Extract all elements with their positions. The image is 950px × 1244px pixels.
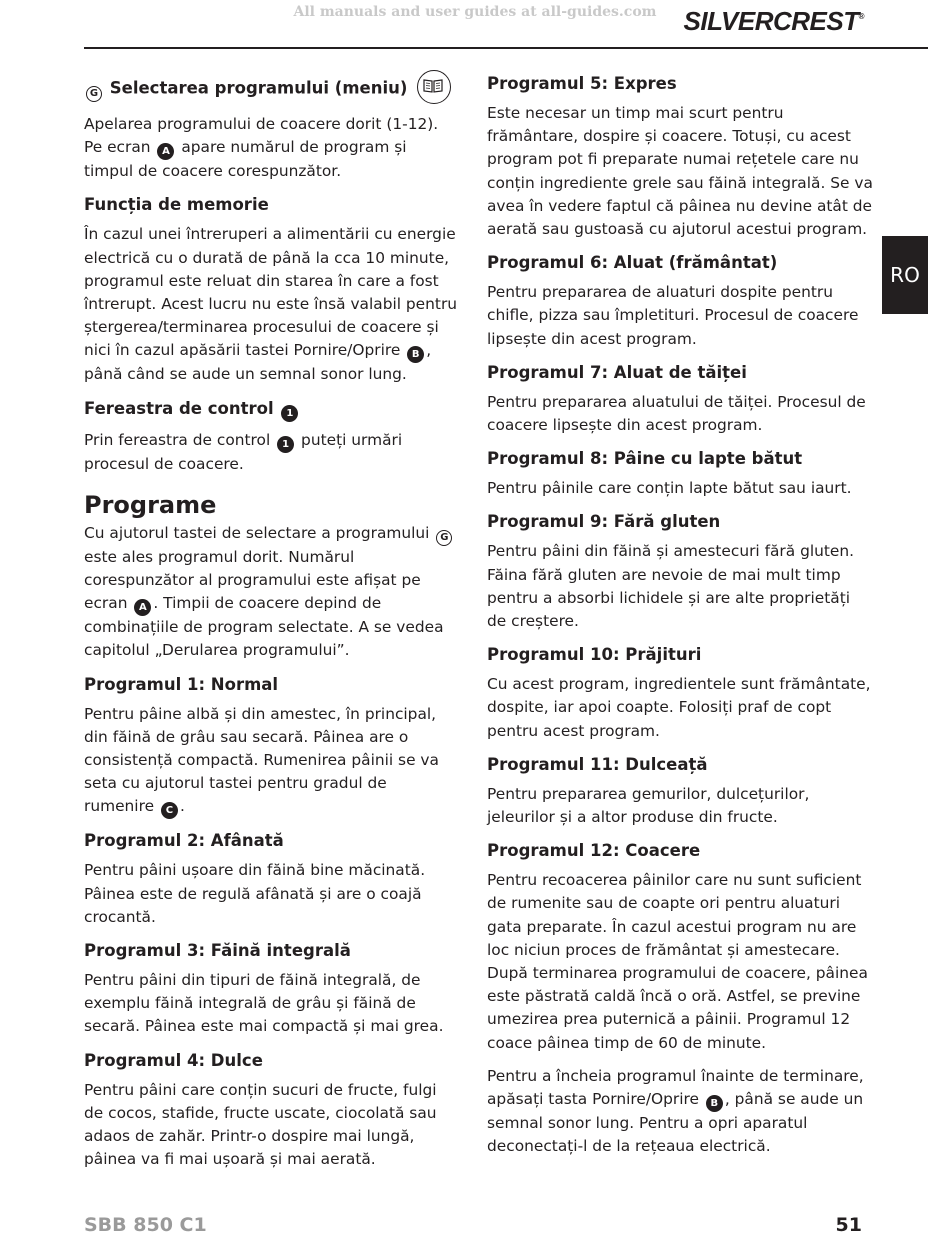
- end-program-paragraph: [487, 1065, 873, 1159]
- menu-heading-text: Selectarea programului (meniu): [109, 78, 408, 98]
- program-12-heading: Programul 12: Coacere: [487, 841, 701, 861]
- manual-book-icon: [417, 70, 451, 104]
- programs-text-b: este ales programul dorit. Numărul corespunzător al programului este afișat pe ecran: [84, 547, 421, 613]
- window-heading: [84, 397, 460, 422]
- program-9-paragraph: Pentru pâini din făină și amestecuri fără gluten. Făina fără gluten are nevoie de mai mult timp pentru a absorbi lichidele și are alte proprietăți de creștere.: [487, 542, 855, 631]
- program-11-heading: Programul 11: Dulceață: [487, 754, 708, 774]
- menu-text-b: apare numărul de program și timpul de coacere corespunzător.: [84, 138, 407, 181]
- program-7-heading: Programul 7: Aluat de tăiței: [487, 362, 747, 382]
- end-text-a: Pentru a încheia programul înainte de terminare, apăsați tasta Pornire/Oprire: [487, 1066, 864, 1109]
- program-11-paragraph: Pentru prepararea gemurilor, dulcețurilor, jeleurilor și a altor produse din fructe.: [487, 784, 810, 827]
- memory-heading: Funcția de memorie: [84, 195, 269, 215]
- program-12-paragraph: Pentru recoacerea pâinilor care nu sunt suficient de rumenite sau de coapte ori pentru aluaturi gata preparate. În cazul acestui program nu are loc niciun proces de frământat și amestecare. După terminarea programului de coacere, pâinea este păstrată caldă încă o oră. Astfel, se previne umezirea prea puternică a pâinii. Programul 12 coace pâinea timp de 60 de minute.: [487, 871, 868, 1052]
- window-text-b: puteți urmări procesul de coacere.: [84, 430, 403, 473]
- marker-a: A: [157, 143, 174, 160]
- end-text-b: , până se aude un semnal sonor lung. Pentru a opri aparatul deconectați-l de la rețeaua electrică.: [487, 1090, 864, 1156]
- brand-logo: [684, 6, 865, 37]
- window-text-a: Prin fereastra de control: [84, 430, 271, 449]
- watermark: All manuals and user guides at all-guides.com: [293, 4, 657, 20]
- program-5-paragraph: Este necesar un timp mai scurt pentru frământare, dospire și coacere. Totuși, cu acest program pot fi preparate numai rețetele care nu conțin ingrediente grele sau făină integrală. Se va avea în vedere faptul că pâinea nu devine atât de aerată sau gustoasă cu ajutorul acestui program.: [487, 104, 873, 239]
- program-7-paragraph: Pentru prepararea aluatului de tăiței. Procesul de coacere lipsește din acest program.: [487, 392, 866, 435]
- program-1-text-b: .: [179, 797, 185, 816]
- language-tab: RO: [882, 236, 928, 314]
- programs-title: Programe: [84, 490, 217, 519]
- window-heading-text: Fereastra de control: [84, 398, 274, 418]
- program-2-heading: Programul 2: Afânată: [84, 831, 284, 851]
- program-6-paragraph: Pentru prepararea de aluaturi dospite pentru chifle, pizza sau împletituri. Procesul de coacere lipsește din acest program.: [487, 283, 859, 348]
- program-9-heading: Programul 9: Fără gluten: [487, 512, 721, 532]
- left-column: [84, 68, 460, 1181]
- programs-paragraph: [84, 522, 460, 663]
- programs-text-a: Cu ajutorul tastei de selectare a programului: [84, 523, 430, 542]
- window-paragraph: [84, 429, 460, 476]
- menu-text-a: Apelarea programului de coacere dorit (1-12). Pe ecran: [84, 115, 439, 157]
- marker-1: 1: [281, 405, 298, 422]
- marker-b: B: [706, 1095, 723, 1112]
- logo-text: SILVERCREST: [683, 6, 859, 36]
- marker-g: G: [86, 86, 102, 102]
- program-1-heading: Programul 1: Normal: [84, 674, 279, 694]
- program-8-paragraph: Pentru pâinile care conțin lapte bătut sau iaurt.: [487, 479, 852, 498]
- program-4-paragraph: Pentru pâini care conțin sucuri de fructe, fulgi de cocos, stafide, fructe uscate, ciocolată sau adaos de zahăr. Printr-o dospire mai lungă, pâinea va fi mai ușoară și mai aerată.: [84, 1080, 437, 1169]
- logo-registered-mark: ®: [858, 12, 864, 21]
- program-10-heading: Programul 10: Prăjituri: [487, 645, 702, 665]
- right-column: [487, 68, 873, 1169]
- marker-a: A: [134, 599, 151, 616]
- program-4-heading: Programul 4: Dulce: [84, 1050, 263, 1070]
- marker-g: G: [436, 530, 452, 546]
- marker-b: B: [407, 346, 424, 363]
- program-8-heading: Programul 8: Pâine cu lapte bătut: [487, 449, 803, 469]
- marker-c: C: [161, 802, 178, 819]
- program-6-heading: Programul 6: Aluat (frământat): [487, 253, 778, 273]
- program-10-paragraph: Cu acest program, ingredientele sunt frământate, dospite, iar apoi coapte. Folosiți praf de copt pentru acest program.: [487, 675, 871, 740]
- footer-model: SBB 850 C1: [84, 1214, 207, 1236]
- memory-text-b: , până când se aude un semnal sonor lung.: [84, 341, 432, 384]
- program-3-heading: Programul 3: Făină integrală: [84, 941, 351, 961]
- menu-heading: [84, 72, 460, 106]
- program-3-paragraph: Pentru pâini din tipuri de făină integrală, de exemplu făină integrală de grâu și făină de secară. Pâinea este mai compactă și mai grea.: [84, 971, 444, 1036]
- page-number: 51: [835, 1214, 862, 1236]
- program-1-paragraph: [84, 703, 460, 820]
- programs-text-c: . Timpii de coacere depind de combinațiile de program selectate. A se vedea capitolul „Derularea programului”.: [84, 594, 444, 660]
- program-2-paragraph: Pentru pâini ușoare din făină bine măcinată. Pâinea este de regulă afânată și are o coajă crocantă.: [84, 861, 426, 926]
- memory-text-a: În cazul unei întreruperi a alimentării cu energie electrică cu o durată de până la cca 10 minute, programul este reluat din starea în care a fost întrerupt. Acest lucru nu este însă valabil pentru ștergerea/terminarea procesului de coacere și nici în cazul apăsării tastei Pornire/Oprire: [84, 225, 458, 360]
- program-1-text-a: Pentru pâine albă și din amestec, în principal, din făină de grâu sau secară. Pâinea are o consistență compactă. Rumenirea pâinii se va seta cu ajutorul tastei pentru gradul de rumenire: [84, 704, 439, 816]
- header-rule: [84, 47, 928, 49]
- marker-1: 1: [277, 436, 294, 453]
- program-5-heading: Programul 5: Expres: [487, 74, 677, 93]
- memory-paragraph: [84, 223, 460, 386]
- menu-paragraph: [84, 113, 460, 183]
